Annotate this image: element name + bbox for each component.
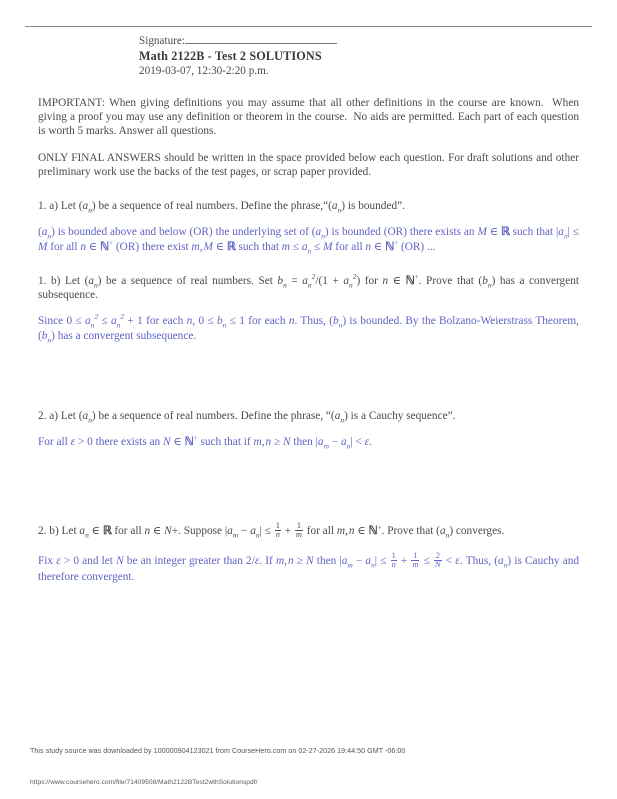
signature-blank-rule	[185, 34, 337, 44]
exam-datetime: 2019-03-07, 12:30-2:20 p.m.	[139, 65, 269, 77]
answer-1a-text: $(a_n)$ is bounded above and below (OR) the underlying set of $(a_n)$ is bounded (OR) there exists an M ∈ ℝ such that $|a_n| \le M$ for all n ∈ ℕ+ (OR) there exist m, M ∈ ℝ such that $m \le a_n \le M$ for all n ∈ ℕ+ (OR) ...	[38, 226, 579, 255]
instructions-paragraph-2: ONLY FINAL ANSWERS should be written in the space provided below each question. For draft solutions and other preliminary work use the backs of the test pages, or scrap paper provided.	[38, 151, 579, 178]
exam-header	[139, 34, 559, 78]
answer-2a-text: For all ε > 0 there exists an N ∈ ℕ+ such that if m, n ≥ N then $|a_m - a_n| < \varepsilon$.	[38, 433, 372, 451]
question-2a-text: 2. a) Let $(a_n)$ be a sequence of real numbers. Define the phrase, “$(a_n)$ is a Cauchy sequence”.	[38, 410, 456, 425]
answer-2b-text: Fix ε > 0 and let N be an integer greater than 2/ε. If m, n ≥ N then $|a_m - a_n|$ ≤ $\frac{1}{n}$ + $\frac{1}{m}$ ≤ $\frac{2}{N}$ < ε. Thus, $(a_n)$ is Cauchy and therefore convergent.	[38, 550, 580, 583]
question-2b-text: 2. b) Let $a_n$ ∈ ℝ for all n ∈ N+. Suppose $|a_m - a_n|$ ≤ $\frac{1}{n}$ + $\frac{1}{m}$ for all m, n ∈ ℕ+. Prove that $(a_n)$ converges.	[38, 520, 505, 540]
question-1b-text: 1. b) Let $(a_n)$ be a sequence of real numbers. Set $b_n = a_n^2/(1 + a_n^2)$ for n ∈ ℕ+. Prove that $(b_n)$ has a convergent subsequence.	[38, 272, 580, 302]
document-body	[38, 96, 579, 584]
signature-label: Signature:	[139, 35, 185, 47]
question-1a-text: 1. a) Let $(a_n)$ be a sequence of real numbers. Define the $phrase,“(a_n)$ is bounded”.	[38, 200, 405, 215]
instructions-paragraph-1: IMPORTANT: When giving definitions you may assume that all other definitions in the course are known. When giving a proof you may use any definition or theorem in the course. No aids are permitted. Each part of each question is worth 5 marks. Answer all questions.	[38, 97, 579, 138]
page-title: Math 2122B - Test 2 SOLUTIONS	[139, 49, 322, 63]
answer-1b-text: Since $0 \le a_n^2 \le a_n^2 + 1$ for each n, $0 \le b_n \le 1$ for each n. Thus, $(b_n)$ is bounded. By the Bolzano-Weierstrass Theorem, $(b_n)$ has a convergent subsequence.	[38, 312, 579, 345]
signature-line	[139, 34, 559, 48]
coursehero-watermark: This study source was downloaded by 100000904123021 from CourseHero.com on 02-27-2026 19:44:50 GMT -06:00	[30, 747, 406, 755]
page-top-rule	[25, 26, 592, 27]
source-url: https://www.coursehero.com/file/71409508/Math2122BTest2wthSolutionspdf/	[30, 779, 258, 786]
